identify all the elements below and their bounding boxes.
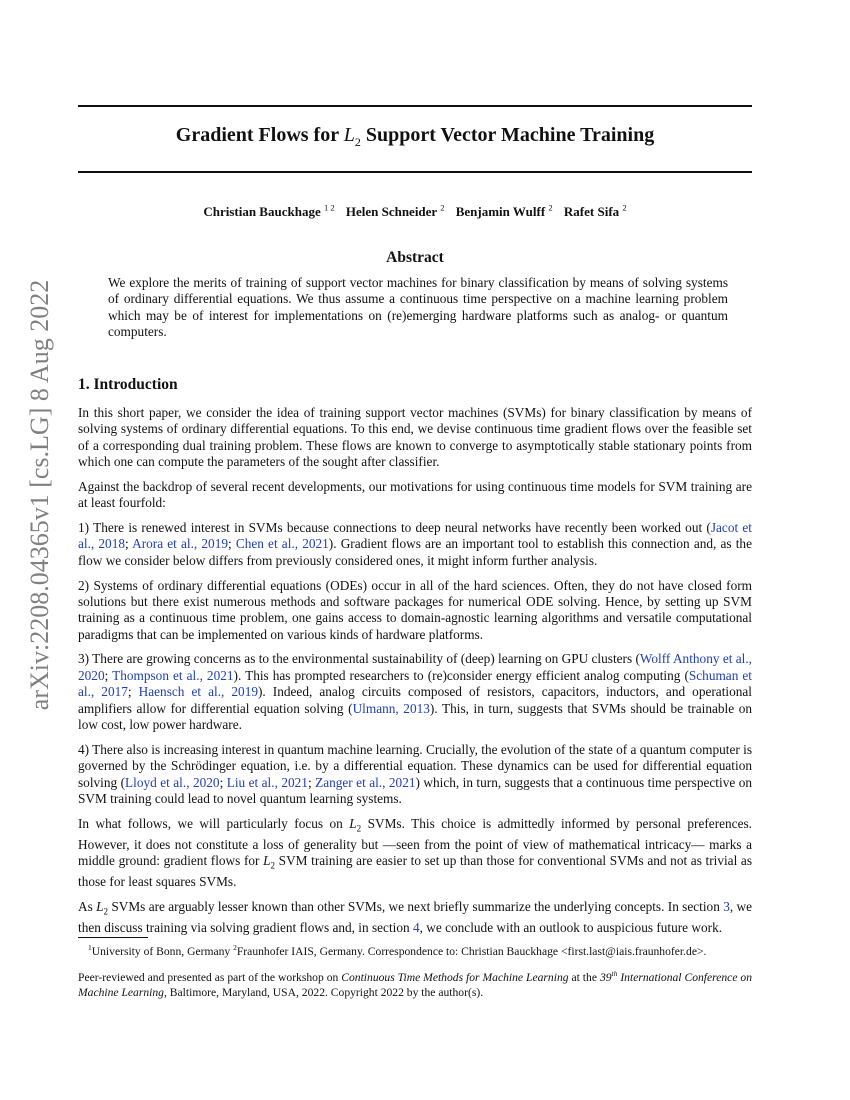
citation-link[interactable]: Chen et al., 2021 xyxy=(235,536,329,552)
title-text-2: Support Vector Machine Training xyxy=(360,124,655,146)
citation-link[interactable]: Liu et al., 2021 xyxy=(226,774,308,790)
author xyxy=(564,204,627,219)
text: In this short paper, we consider the idea of training support vector machines (SVMs) for binary classification by means of solving systems of ordinary differential equations. To this end, we devise continuous time gradient flows over the feasible set of a corresponding dual training problem. These flows are known to converge to asymptotically stable stationary points from which one can compute the parameters of the sought after classifier. xyxy=(78,405,752,470)
edition-number: 39 xyxy=(599,970,612,984)
math-symbol: L xyxy=(263,853,271,869)
text: Against the backdrop of several recent developments, our motivations for using continuous time models for SVM training are at least fourfold: xyxy=(78,478,752,511)
math-subscript: 2 xyxy=(270,860,276,871)
author-name: Christian Bauckhage xyxy=(203,204,321,220)
footnote-text: Fraunhofer IAIS, Germany. Correspondence to: Christian Bauckhage <first.last@iais.fraunhofer.de>. xyxy=(236,944,707,958)
text: , we then discuss training via solving gradient flows and, in section xyxy=(78,898,753,936)
text: 4) There also is increasing interest in quantum machine learning. Crucially, the evolution of the state of a quantum computer is governed by the Schrödinger equation, i.e. by a differential equation. These dynamics can be used for differential equation solving ( xyxy=(78,741,752,790)
author xyxy=(203,204,334,219)
text: SVMs are arguably lesser known than other SVMs, we next briefly summarize the underlying concepts. In section xyxy=(108,898,724,914)
paragraph xyxy=(78,816,752,891)
text: ; xyxy=(219,774,227,790)
peer-review-note xyxy=(78,966,752,1000)
citation-link[interactable]: Jacot et al., 2018 xyxy=(78,520,752,552)
text: ; xyxy=(127,684,139,700)
math-subscript: 2 xyxy=(103,906,109,917)
title-text: Gradient Flows for xyxy=(175,124,344,146)
title-rule-top xyxy=(78,105,752,107)
abstract-heading: Abstract xyxy=(386,249,444,266)
title-sub: 2 xyxy=(354,135,361,149)
citation-link[interactable]: Schuman et al., 2017 xyxy=(78,667,752,700)
peer-text: , Baltimore, Maryland, USA, 2022. Copyright 2022 by the author(s). xyxy=(163,985,484,999)
footnote-mark: 1 xyxy=(88,943,92,952)
citation-link[interactable]: Wolff Anthony et al., 2020 xyxy=(78,651,752,683)
peer-text: Peer-reviewed and presented as part of the workshop on xyxy=(78,970,342,984)
math-symbol: L xyxy=(96,898,104,914)
title-rule-bottom xyxy=(78,171,752,173)
text: ; xyxy=(228,536,236,552)
citation-link[interactable]: Ulmann, 2013 xyxy=(352,700,430,716)
footnote-text: University of Bonn, Germany xyxy=(91,944,234,958)
paragraph xyxy=(78,899,752,936)
citation-link[interactable]: 4 xyxy=(412,920,420,936)
text: ). Gradient flows are an important tool to establish this connection and, as the flow we consider below differs from previously considered ones, it might inform further analysis. xyxy=(78,536,752,568)
author-list xyxy=(78,203,752,220)
text: 2) Systems of ordinary differential equations (ODEs) occur in all of the hard sciences. Often, they do not have closed form solutions but there exist numerous methods and software packages for numerical ODE solving. Hence, by setting up SVM training as a continuous time problem, one gains access to domain-agnostic learning algorithms and versatile computational paradigms that can be implemented on various kinds of hardware platforms. xyxy=(78,577,752,642)
text: ; xyxy=(104,667,113,683)
text: SVM training are easier to set up than those for conventional SVMs and not as trivial as those for least squares SVMs. xyxy=(78,853,752,890)
text: 1) There is renewed interest in SVMs because connections to deep neural networks have recently been worked out ( xyxy=(78,520,711,536)
text: , we conclude with an outlook to auspicious future work. xyxy=(419,920,723,936)
text: 3) There are growing concerns as to the environmental sustainability of (deep) learning on GPU clusters ( xyxy=(78,651,640,667)
paragraph xyxy=(78,578,752,644)
author xyxy=(346,204,445,219)
peer-text: at the xyxy=(568,970,600,984)
text: ). Indeed, analog circuits composed of resistors, capacitors, inductors, and operational amplifiers allow for differential equation solving ( xyxy=(78,684,752,716)
citation-link[interactable]: Thompson et al., 2021 xyxy=(112,667,234,683)
math-subscript: 2 xyxy=(356,823,362,834)
paragraph xyxy=(78,520,752,569)
footnote xyxy=(78,940,752,959)
author-name: Benjamin Wulff xyxy=(455,204,546,220)
author-affiliation: 2 xyxy=(548,203,553,213)
author-affiliation: 2 xyxy=(622,203,627,213)
paragraph xyxy=(78,742,752,808)
title-math: L xyxy=(343,124,355,146)
paragraph xyxy=(78,479,752,512)
text: SVMs. This choice is admittedly informed by personal preferences. However, it does not constitute a loss of generality but —seen from the point of view of mathematical intricacy— marks a middle ground: gradient flows for xyxy=(78,815,752,869)
author-affiliation: 2 xyxy=(440,203,445,213)
author-name: Rafet Sifa xyxy=(563,204,620,220)
citation-link[interactable]: 3 xyxy=(723,898,730,914)
citation-link[interactable]: Haensch et al., 2019 xyxy=(138,684,258,700)
section-heading: 1. Introduction xyxy=(78,376,178,393)
text: ) which, in turn, suggests that a continuous time perspective on SVM training could lead to novel quantum learning systems. xyxy=(78,774,752,807)
footnote-mark: 2 xyxy=(233,943,237,952)
paragraph xyxy=(78,405,752,471)
edition-suffix: th xyxy=(611,969,618,978)
intro-body xyxy=(78,405,752,945)
author xyxy=(456,204,553,219)
citation-link[interactable]: Zanger et al., 2021 xyxy=(315,774,416,790)
footnote-rule xyxy=(78,937,148,938)
text: ). This, in turn, suggests that SVMs should be trainable on low cost, low power hardware. xyxy=(78,700,752,733)
citation-link[interactable]: Arora et al., 2019 xyxy=(132,536,228,552)
author-name: Helen Schneider xyxy=(345,204,437,220)
workshop-name: Continuous Time Methods for Machine Learning xyxy=(341,970,569,984)
author-affiliation: 1 2 xyxy=(323,203,335,213)
paragraph xyxy=(78,651,752,733)
text: As xyxy=(78,898,97,914)
paper-title xyxy=(78,124,752,150)
citation-link[interactable]: Lloyd et al., 2020 xyxy=(125,774,220,790)
text: ; xyxy=(125,536,133,552)
text: ; xyxy=(307,774,316,790)
conference-name: International Conference on Machine Learning xyxy=(78,970,753,999)
arxiv-stamp: arXiv:2208.04365v1 [cs.LG] 8 Aug 2022 xyxy=(25,279,54,711)
math-symbol: L xyxy=(349,815,357,831)
text: In what follows, we will particularly focus on xyxy=(78,815,350,831)
text: ). This has prompted researchers to (re)consider energy efficient analog computing ( xyxy=(233,667,689,683)
abstract-text: We explore the merits of training of support vector machines for binary classification by means of solving systems of ordinary differential equations. We thus assume a continuous time perspective on a machine learning problem which may be of interest for implementations on (re)emerging hardware platforms such as analog- or quantum computers. xyxy=(108,275,728,340)
